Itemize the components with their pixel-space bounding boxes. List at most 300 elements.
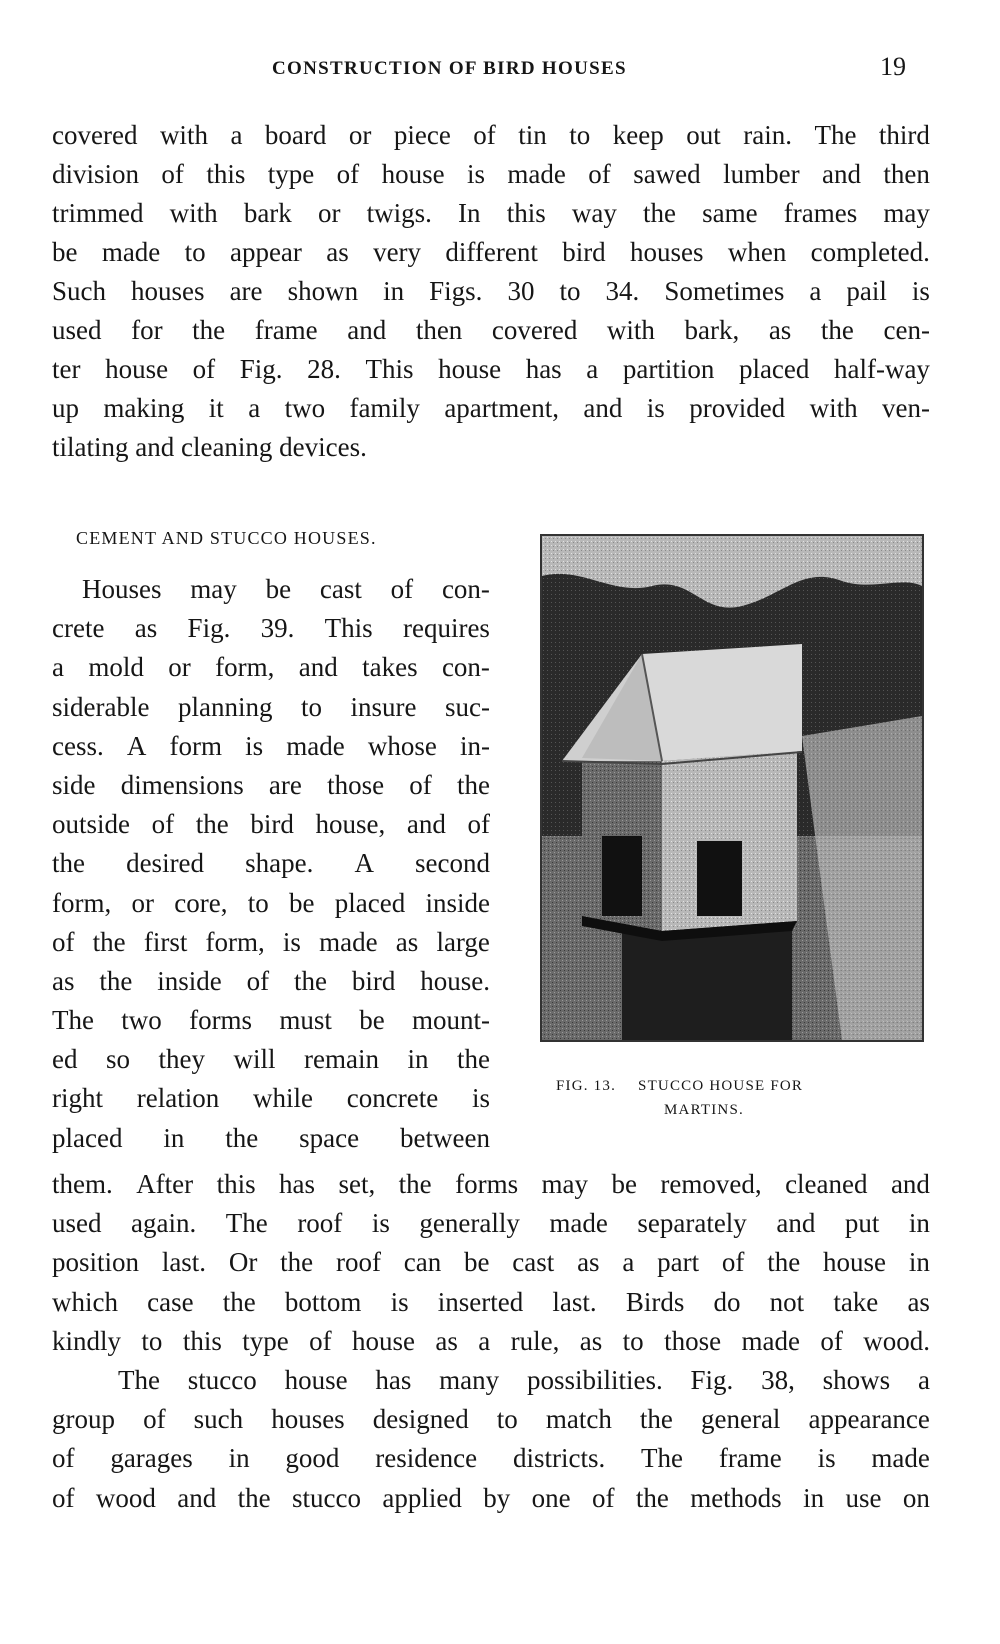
word: separately — [637, 1208, 747, 1239]
word: wood — [95, 1482, 156, 1513]
text-line — [52, 727, 490, 766]
word: position — [52, 1247, 140, 1278]
word: in — [228, 1443, 250, 1474]
left-column-text — [52, 570, 490, 1158]
word: may — [541, 1169, 589, 1199]
word: shows — [822, 1364, 891, 1395]
word: the — [222, 1286, 256, 1317]
text-line — [52, 844, 490, 883]
word: After — [136, 1169, 194, 1199]
word: to — [559, 276, 581, 306]
word: different — [445, 237, 538, 267]
word: or — [348, 120, 372, 150]
text-line — [52, 923, 490, 962]
word: roof — [297, 1208, 343, 1239]
word: bird — [250, 809, 294, 840]
page-number: 19 — [880, 52, 906, 81]
word: siderable — [52, 691, 150, 722]
word: the — [820, 315, 854, 345]
word: This — [324, 613, 373, 644]
word: trimmed — [52, 198, 144, 228]
word: possibilities. — [526, 1364, 663, 1395]
word: are — [229, 276, 263, 306]
word: methods — [690, 1482, 782, 1513]
word: partition — [622, 354, 715, 384]
word: 39. — [260, 613, 295, 644]
word: bark, — [684, 315, 740, 345]
word: it — [208, 393, 224, 423]
word: the — [767, 1247, 801, 1278]
word: The — [225, 1208, 268, 1239]
word: then — [883, 159, 930, 189]
word: to — [141, 1325, 163, 1356]
word: has — [375, 1364, 412, 1395]
word: as — [134, 613, 158, 644]
word: of — [721, 1247, 745, 1278]
word: has — [525, 354, 562, 384]
word: of — [588, 159, 611, 189]
text-line — [52, 1079, 490, 1118]
word: houses — [271, 1404, 345, 1435]
word: or — [168, 652, 191, 683]
word: group — [52, 1404, 115, 1435]
word: is — [390, 1286, 409, 1317]
word: the — [639, 1404, 673, 1435]
word: The — [118, 1364, 160, 1395]
word: good — [285, 1443, 340, 1474]
word: 38, — [761, 1364, 795, 1395]
word: or — [131, 887, 154, 918]
word: planning — [177, 691, 273, 722]
word: stucco — [291, 1482, 361, 1513]
text-line — [52, 194, 930, 233]
word: districts. — [512, 1443, 606, 1474]
word: this — [506, 198, 546, 228]
word: when — [727, 237, 787, 267]
word: a — [586, 354, 599, 384]
word: form, — [205, 926, 265, 957]
word: ed — [52, 1044, 78, 1075]
word: may — [190, 574, 237, 604]
word: crete — [52, 613, 105, 644]
word: will — [233, 1044, 276, 1075]
word: the — [457, 769, 490, 800]
word: two — [284, 393, 326, 423]
word: is — [466, 159, 485, 189]
word: take — [833, 1286, 879, 1317]
word: them. — [52, 1169, 113, 1199]
word: as — [52, 965, 75, 996]
word: is — [245, 730, 264, 761]
word: made — [319, 926, 378, 957]
word: of — [591, 1482, 615, 1513]
word: cess. — [52, 730, 104, 761]
word: and — [406, 809, 446, 840]
word: they — [158, 1044, 205, 1075]
word: ven- — [881, 393, 930, 423]
text-line — [52, 688, 490, 727]
word: and — [890, 1169, 930, 1199]
word: a — [917, 1364, 930, 1395]
word: 28. — [307, 354, 341, 384]
word: covered — [52, 120, 138, 150]
word: as — [768, 315, 792, 345]
word: Fig. — [187, 613, 231, 644]
word: match — [545, 1404, 612, 1435]
text-line — [52, 155, 930, 194]
word: side — [52, 769, 96, 800]
word: The — [52, 1005, 94, 1036]
word: of — [151, 809, 175, 840]
word: inside — [157, 965, 222, 996]
word: is — [911, 276, 930, 306]
word: a — [478, 1325, 491, 1356]
word: in — [383, 276, 405, 306]
word: takes — [362, 652, 418, 683]
word: be — [611, 1169, 637, 1199]
text-line — [52, 609, 490, 648]
full-width-paragraph — [52, 1165, 930, 1518]
word: Such — [52, 276, 106, 306]
word: made — [507, 159, 566, 189]
word: of — [52, 926, 75, 957]
word: a — [248, 393, 261, 423]
word: such — [193, 1404, 244, 1435]
word: out — [686, 120, 721, 150]
text-line — [52, 1361, 930, 1400]
word: made — [549, 1208, 608, 1239]
word: family — [349, 393, 420, 423]
word: the — [398, 1169, 432, 1199]
word: and — [583, 393, 623, 423]
text-line — [52, 1040, 490, 1079]
word: is — [282, 926, 301, 957]
word: and — [821, 159, 861, 189]
word: way — [571, 198, 617, 228]
word: The — [814, 120, 857, 150]
word: house, — [315, 809, 386, 840]
word: Fig. — [239, 354, 283, 384]
word: kindly — [52, 1325, 122, 1356]
word: forms — [189, 1005, 253, 1036]
word: a — [52, 652, 64, 683]
word: the — [192, 315, 226, 345]
word: has — [279, 1169, 316, 1199]
word: on — [902, 1482, 930, 1513]
word: this — [216, 1169, 256, 1199]
word: Or — [228, 1247, 258, 1278]
word: those — [664, 1325, 722, 1356]
word: to — [622, 1325, 644, 1356]
word: wood. — [863, 1325, 930, 1356]
word: used — [52, 1208, 102, 1239]
word: must — [279, 1005, 332, 1036]
word: bird — [351, 965, 396, 996]
stucco-house-photo — [542, 536, 922, 1040]
word: be — [359, 1005, 385, 1036]
word: made — [871, 1443, 930, 1474]
word: put — [844, 1208, 880, 1239]
word: be — [265, 574, 292, 604]
word: part — [657, 1247, 700, 1278]
word: of — [473, 120, 496, 150]
word: with — [606, 315, 655, 345]
word: dimensions — [120, 769, 244, 800]
text-line — [52, 233, 930, 272]
word: house. — [420, 965, 490, 996]
word: shape. — [245, 848, 314, 879]
word: appear — [229, 237, 302, 267]
word: board — [264, 120, 327, 150]
word: ter — [52, 354, 81, 384]
word: the — [457, 1044, 490, 1075]
word: remain — [304, 1044, 379, 1075]
text-line — [52, 1439, 930, 1478]
word: up — [52, 393, 79, 423]
word: forms — [455, 1169, 519, 1199]
word: use — [845, 1482, 882, 1513]
word: 30 — [507, 276, 535, 306]
word: Sometimes — [664, 276, 785, 306]
word: pail — [846, 276, 887, 306]
word: A — [354, 848, 374, 879]
word: as — [326, 237, 349, 267]
word: lumber — [723, 159, 800, 189]
word: twigs. — [366, 198, 432, 228]
word: second — [415, 848, 490, 879]
word: the — [237, 1482, 271, 1513]
word: type — [242, 1325, 289, 1356]
figure-photo — [540, 534, 924, 1042]
text-line: tilating and cleaning devices. — [52, 432, 367, 462]
word: of — [336, 159, 360, 189]
word: placed — [52, 1122, 123, 1153]
word: form, — [52, 887, 112, 918]
word: this — [182, 1325, 222, 1356]
word: again. — [131, 1208, 197, 1239]
word: to — [184, 237, 206, 267]
word: or — [317, 198, 341, 228]
word: mold — [88, 652, 144, 683]
word: generally — [419, 1208, 520, 1239]
text-line — [52, 116, 930, 155]
word: Fig. — [690, 1364, 734, 1395]
word: in — [163, 1122, 185, 1153]
word: The — [641, 1443, 684, 1474]
text-line — [52, 805, 490, 844]
text-line — [52, 1283, 930, 1322]
word: inside — [425, 887, 490, 918]
word: house — [284, 1364, 348, 1395]
text-line — [52, 389, 930, 428]
word: garages — [110, 1443, 193, 1474]
word: rule, — [510, 1325, 560, 1356]
word: suc- — [445, 691, 490, 722]
word: house — [105, 354, 169, 384]
word: provided — [689, 393, 786, 423]
word: placed — [334, 887, 406, 918]
word: to — [496, 1404, 518, 1435]
word: A — [126, 730, 147, 761]
word: in — [407, 1044, 429, 1075]
word: requires — [402, 613, 490, 644]
word: half-way — [833, 354, 930, 384]
word: last. — [161, 1247, 207, 1278]
word: of — [409, 769, 432, 800]
word: to — [247, 887, 269, 918]
word: of — [246, 965, 270, 996]
section-heading: CEMENT AND STUCCO HOUSES. — [76, 528, 377, 548]
word: desired — [126, 848, 205, 879]
word: as — [577, 1247, 600, 1278]
word: cleaned — [785, 1169, 868, 1199]
word: this — [206, 159, 246, 189]
word: the — [643, 198, 676, 228]
word: last. — [552, 1286, 597, 1317]
word: is — [646, 393, 665, 423]
word: made — [286, 730, 345, 761]
text-line — [52, 884, 490, 923]
word: may — [883, 198, 930, 228]
word: in — [908, 1208, 930, 1239]
word: right — [52, 1083, 103, 1114]
word: form — [169, 730, 222, 761]
word: insure — [350, 691, 417, 722]
word: keep — [612, 120, 664, 150]
word: a — [230, 120, 243, 150]
word: core, — [174, 887, 228, 918]
word: is — [471, 1083, 490, 1114]
word: 34. — [605, 276, 640, 306]
word: not — [769, 1286, 805, 1317]
word: made — [101, 237, 161, 267]
word: as — [395, 926, 419, 957]
word: tin — [518, 120, 547, 150]
word: is — [817, 1443, 836, 1474]
word: of — [192, 354, 216, 384]
word: many — [439, 1364, 500, 1395]
text-line — [52, 648, 490, 687]
word: same — [702, 198, 758, 228]
text-line — [52, 1001, 490, 1040]
word: are — [268, 769, 302, 800]
word: and — [298, 652, 338, 683]
figure-number: FIG. 13. — [556, 1078, 617, 1094]
caption-line: MARTINS. — [664, 1102, 744, 1118]
word: be — [52, 237, 78, 267]
word: concrete — [346, 1083, 439, 1114]
word: the — [280, 1247, 314, 1278]
text-line — [52, 962, 490, 1001]
word: house — [438, 354, 502, 384]
word: third — [878, 120, 930, 150]
word: do — [713, 1286, 741, 1317]
word: removed, — [660, 1169, 762, 1199]
word: set, — [338, 1169, 376, 1199]
text-line — [52, 1479, 930, 1518]
word: cast — [512, 1247, 555, 1278]
word: the — [195, 809, 229, 840]
word: In — [458, 198, 481, 228]
word: Figs. — [429, 276, 483, 306]
word: frame — [254, 315, 318, 345]
word: large — [436, 926, 490, 957]
word: with — [809, 393, 858, 423]
word: of — [143, 1404, 166, 1435]
intro-paragraph — [52, 116, 930, 467]
caption-line: STUCCO HOUSE FOR — [638, 1078, 804, 1094]
word: as — [435, 1325, 458, 1356]
word: first — [143, 926, 188, 957]
word: bottom — [284, 1286, 362, 1317]
word: of — [467, 809, 490, 840]
word: by — [483, 1482, 511, 1513]
word: stucco — [187, 1364, 257, 1395]
figure-caption — [556, 1074, 916, 1122]
word: is — [371, 1208, 390, 1239]
text-line — [52, 350, 930, 389]
text-line — [52, 1400, 930, 1439]
word: con- — [441, 574, 490, 604]
word: while — [253, 1083, 313, 1114]
text-line — [52, 311, 930, 350]
word: with — [159, 120, 208, 150]
word: in — [908, 1247, 930, 1278]
word: piece — [393, 120, 451, 150]
word: for — [131, 315, 163, 345]
word: whose — [367, 730, 437, 761]
word: completed. — [810, 237, 930, 267]
word: type — [267, 159, 315, 189]
word: of — [390, 574, 414, 604]
word: relation — [136, 1083, 220, 1114]
word: shown — [287, 276, 359, 306]
text-line — [52, 1165, 930, 1204]
word: as — [579, 1325, 603, 1356]
word: two — [121, 1005, 162, 1036]
word: the — [52, 848, 85, 879]
word: of — [309, 1325, 332, 1356]
word: cast — [319, 574, 362, 604]
word: made — [741, 1325, 800, 1356]
text-line — [52, 766, 490, 805]
text-line — [52, 1119, 490, 1158]
word: used — [52, 315, 102, 345]
word: placed — [738, 354, 810, 384]
word: cen- — [883, 315, 930, 345]
word: to — [300, 691, 322, 722]
word: houses — [630, 237, 704, 267]
text-line — [52, 1204, 930, 1243]
word: general — [700, 1404, 781, 1435]
word: bark — [243, 198, 292, 228]
word: apartment, — [444, 393, 560, 423]
word: division — [52, 159, 140, 189]
word: of — [161, 159, 184, 189]
word: and — [177, 1482, 217, 1513]
word: those — [327, 769, 385, 800]
word: Birds — [625, 1286, 685, 1317]
word: applied — [382, 1482, 462, 1513]
word: to — [569, 120, 591, 150]
text-line — [52, 1243, 930, 1282]
word: one — [531, 1482, 571, 1513]
word: the — [225, 1122, 259, 1153]
word: outside — [52, 809, 130, 840]
word: con- — [441, 652, 490, 683]
word: making — [103, 393, 185, 423]
word: as — [907, 1286, 930, 1317]
